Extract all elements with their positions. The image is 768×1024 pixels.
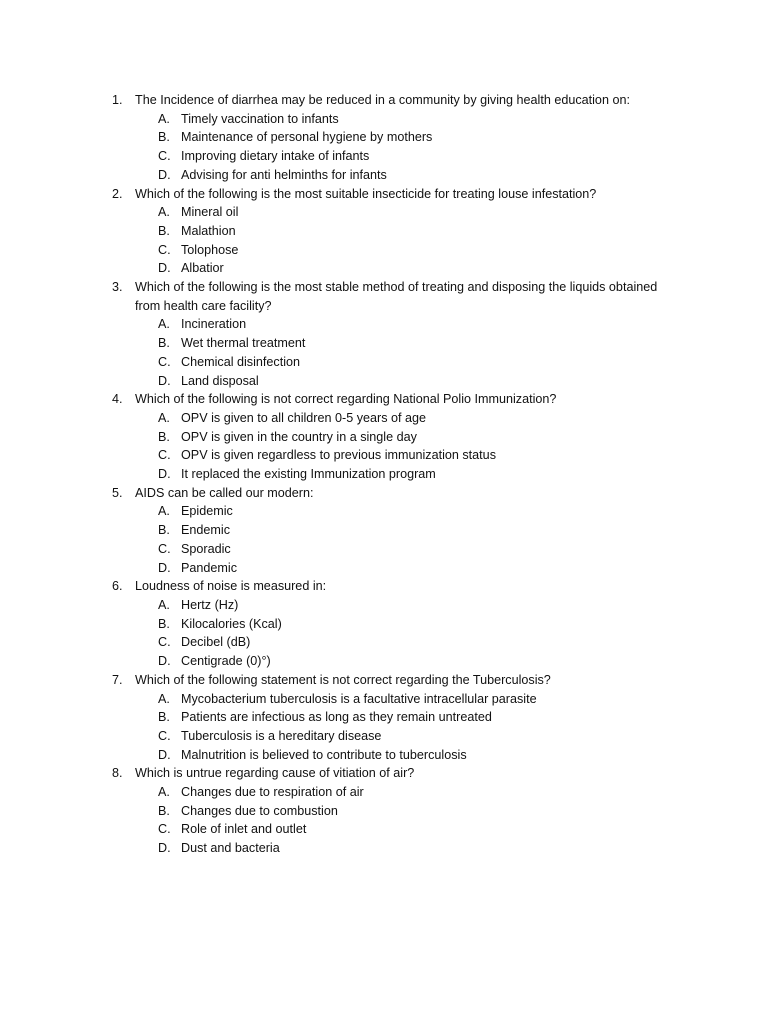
option-item xyxy=(112,615,682,634)
option-item xyxy=(112,372,682,391)
option-text: Decibel (dB) xyxy=(181,635,251,650)
question-number: 3. xyxy=(112,280,123,295)
option-text: Patients are infectious as long as they remain untreated xyxy=(181,710,492,725)
question-item xyxy=(112,671,682,765)
option-list xyxy=(112,203,682,278)
option-letter: C. xyxy=(158,635,171,650)
option-text: Mineral oil xyxy=(181,205,239,220)
question-item xyxy=(112,764,682,858)
question-number: 6. xyxy=(112,579,123,594)
question-number: 1. xyxy=(112,93,123,107)
option-letter: D. xyxy=(158,261,171,276)
option-letter: B. xyxy=(158,336,170,351)
option-letter: C. xyxy=(158,541,171,556)
option-item xyxy=(112,128,682,147)
option-letter: A. xyxy=(158,504,170,519)
question-item xyxy=(112,91,682,185)
option-text: OPV is given in the country in a single day xyxy=(181,429,417,444)
option-letter: B. xyxy=(158,523,170,538)
option-text: Changes due to combustion xyxy=(181,803,338,818)
option-letter: D. xyxy=(158,747,171,762)
option-item xyxy=(112,446,682,465)
option-letter: D. xyxy=(158,373,171,388)
option-letter: C. xyxy=(158,242,171,257)
option-letter: A. xyxy=(158,111,170,126)
option-text: It replaced the existing Immunization program xyxy=(181,467,436,482)
option-letter: C. xyxy=(158,149,171,164)
option-item xyxy=(112,241,682,260)
option-item xyxy=(112,652,682,671)
question-line xyxy=(112,671,682,690)
option-text: Incineration xyxy=(181,317,247,332)
option-letter: B. xyxy=(158,803,170,818)
option-item xyxy=(112,203,682,222)
option-text: Improving dietary intake of infants xyxy=(181,149,370,164)
option-letter: A. xyxy=(158,691,170,706)
option-letter: A. xyxy=(158,785,170,800)
option-item xyxy=(112,839,682,858)
option-text: Wet thermal treatment xyxy=(181,336,306,351)
option-item xyxy=(112,166,682,185)
question-text: Loudness of noise is measured in: xyxy=(135,579,327,594)
question-text: Which of the following is the most suitable insecticide for treating louse infestation? xyxy=(135,186,597,201)
option-item xyxy=(112,222,682,241)
option-text: Timely vaccination to infants xyxy=(181,111,339,126)
option-item xyxy=(112,353,682,372)
option-item xyxy=(112,540,682,559)
question-item xyxy=(112,185,682,279)
question-line xyxy=(112,577,682,596)
option-text: Centigrade (0)°) xyxy=(181,654,271,669)
question-item xyxy=(112,484,682,578)
question-number: 5. xyxy=(112,485,123,500)
option-text: Maintenance of personal hygiene by mothers xyxy=(181,130,433,145)
option-text: Tuberculosis is a hereditary disease xyxy=(181,728,382,743)
option-letter: D. xyxy=(158,560,171,575)
option-letter: B. xyxy=(158,429,170,444)
question-line xyxy=(112,390,682,409)
option-list xyxy=(112,596,682,671)
option-item xyxy=(112,259,682,278)
question-item xyxy=(112,278,682,390)
option-letter: A. xyxy=(158,317,170,332)
option-letter: C. xyxy=(158,822,171,837)
option-item xyxy=(112,633,682,652)
option-text: Tolophose xyxy=(181,242,239,257)
option-text: Mycobacterium tuberculosis is a facultative intracellular parasite xyxy=(181,691,537,706)
option-text: Pandemic xyxy=(181,560,238,575)
option-list xyxy=(112,502,682,577)
option-letter: D. xyxy=(158,167,171,182)
option-text: OPV is given regardless to previous immunization status xyxy=(181,448,496,463)
option-letter: C. xyxy=(158,448,171,463)
question-text: Which is untrue regarding cause of vitiation of air? xyxy=(135,766,415,781)
question-number: 4. xyxy=(112,392,123,407)
option-item xyxy=(112,802,682,821)
option-item xyxy=(112,110,682,129)
question-number: 7. xyxy=(112,672,123,687)
option-item xyxy=(112,596,682,615)
option-text: Changes due to respiration of air xyxy=(181,785,364,800)
question-list xyxy=(112,91,682,858)
option-text: Kilocalories (Kcal) xyxy=(181,616,282,631)
option-item xyxy=(112,428,682,447)
question-line xyxy=(112,764,682,783)
option-item xyxy=(112,334,682,353)
option-item xyxy=(112,147,682,166)
option-text: Hertz (Hz) xyxy=(181,597,239,612)
question-line xyxy=(112,185,682,204)
option-list xyxy=(112,315,682,390)
option-item xyxy=(112,690,682,709)
option-letter: A. xyxy=(158,205,170,220)
option-item xyxy=(112,820,682,839)
option-item xyxy=(112,783,682,802)
option-item xyxy=(112,708,682,727)
option-text: Albatior xyxy=(181,261,224,276)
option-letter: B. xyxy=(158,223,170,238)
option-list xyxy=(112,690,682,765)
option-text: Malathion xyxy=(181,223,236,238)
option-item xyxy=(112,502,682,521)
option-item xyxy=(112,465,682,484)
question-line xyxy=(112,278,682,315)
option-letter: C. xyxy=(158,354,171,369)
option-text: Dust and bacteria xyxy=(181,841,280,856)
option-item xyxy=(112,521,682,540)
question-number: 8. xyxy=(112,766,123,781)
option-text: Malnutrition is believed to contribute to tuberculosis xyxy=(181,747,467,762)
option-text: Advising for anti helminths for infants xyxy=(181,167,387,182)
option-letter: B. xyxy=(158,710,170,725)
question-text: Which of the following is not correct regarding National Polio Immunization? xyxy=(135,392,557,407)
option-text: Endemic xyxy=(181,523,230,538)
option-item xyxy=(112,727,682,746)
option-item xyxy=(112,559,682,578)
option-letter: D. xyxy=(158,654,171,669)
option-list xyxy=(112,409,682,484)
option-text: Land disposal xyxy=(181,373,259,388)
question-line xyxy=(112,91,682,110)
option-list xyxy=(112,783,682,858)
question-item xyxy=(112,577,682,671)
option-text: OPV is given to all children 0-5 years of age xyxy=(181,410,427,425)
option-text: Epidemic xyxy=(181,504,233,519)
question-text: AIDS can be called our modern: xyxy=(135,485,314,500)
option-letter: A. xyxy=(158,410,170,425)
question-text: Which of the following is the most stable method of treating and disposing the liquids obtained from health care facility? xyxy=(135,280,658,313)
option-letter: D. xyxy=(158,841,171,856)
option-list xyxy=(112,110,682,185)
option-letter: A. xyxy=(158,597,170,612)
option-letter: D. xyxy=(158,467,171,482)
option-item xyxy=(112,409,682,428)
option-text: Chemical disinfection xyxy=(181,354,300,369)
question-line xyxy=(112,484,682,503)
option-letter: C. xyxy=(158,728,171,743)
option-item xyxy=(112,746,682,765)
option-item xyxy=(112,315,682,334)
option-letter: B. xyxy=(158,616,170,631)
option-text: Role of inlet and outlet xyxy=(181,822,307,837)
question-text: Which of the following statement is not correct regarding the Tuberculosis? xyxy=(135,672,551,687)
question-number: 2. xyxy=(112,186,123,201)
option-text: Sporadic xyxy=(181,541,231,556)
option-letter: B. xyxy=(158,130,170,145)
question-text: The Incidence of diarrhea may be reduced in a community by giving health education on: xyxy=(135,93,630,107)
question-item xyxy=(112,390,682,484)
